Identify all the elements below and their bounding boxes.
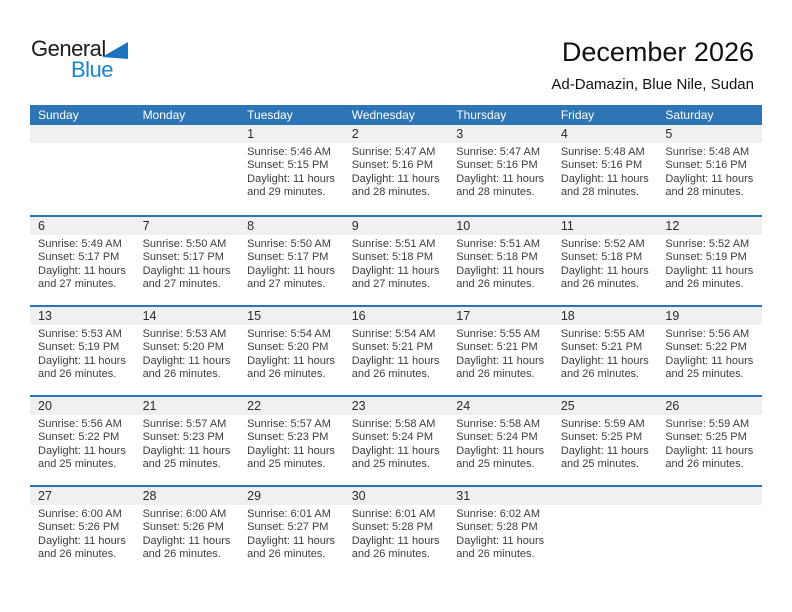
sunrise-text: Sunrise: 6:01 AM	[351, 508, 436, 520]
daylight-line1: Daylight: 11 hours	[351, 172, 440, 185]
daylight-line2: and 26 minutes.	[560, 368, 640, 381]
sunrise-text: Sunrise: 6:01 AM	[247, 508, 331, 520]
day-cell	[448, 397, 553, 485]
sunrise-text: Sunrise: 5:50 AM	[142, 238, 227, 250]
sunrise-text: Sunrise: 5:55 AM	[456, 328, 541, 340]
daylight-line1: Daylight: 11 hours	[560, 354, 649, 367]
day-number: 19	[657, 307, 762, 325]
day-details	[448, 143, 553, 200]
daylight-line1: Daylight: 11 hours	[456, 172, 545, 185]
sunrise-text: Sunrise: 5:55 AM	[560, 328, 645, 340]
day-cell	[344, 397, 449, 485]
day-details	[657, 415, 762, 472]
sunset-text: Sunset: 5:18 PM	[560, 251, 643, 264]
day-details	[135, 415, 240, 472]
page-title: December 2026	[561, 37, 754, 67]
day-details	[239, 325, 344, 382]
day-number: 16	[344, 307, 449, 325]
sunset-text: Sunset: 5:21 PM	[560, 341, 643, 354]
sunrise-text: Sunrise: 5:48 AM	[560, 146, 645, 158]
sunrise-text: Sunrise: 5:53 AM	[142, 328, 227, 340]
daylight-line1: Daylight: 11 hours	[665, 354, 754, 367]
sunset-text: Sunset: 5:17 PM	[142, 251, 224, 264]
day-details	[553, 235, 658, 292]
daylight-line1: Daylight: 11 hours	[560, 444, 649, 457]
daylight-line1: Daylight: 11 hours	[456, 444, 545, 457]
day-number: 26	[657, 397, 762, 415]
day-cell	[448, 125, 553, 215]
day-cell	[657, 397, 762, 485]
day-number: 17	[448, 307, 553, 325]
day-cell	[553, 307, 658, 395]
sunrise-text: Sunrise: 5:49 AM	[38, 238, 122, 250]
daylight-line1: Daylight: 11 hours	[38, 264, 126, 277]
daylight-line2: and 27 minutes.	[142, 278, 221, 291]
day-cell	[30, 487, 135, 575]
day-details	[239, 415, 344, 472]
day-details	[30, 325, 135, 382]
daylight-line2: and 26 minutes.	[456, 548, 535, 561]
daylight-line1: Daylight: 11 hours	[665, 172, 754, 185]
sunset-text: Sunset: 5:16 PM	[665, 159, 747, 172]
week-row	[30, 125, 762, 215]
daylight-line2: and 25 minutes.	[456, 458, 535, 471]
daylight-line2: and 28 minutes.	[665, 186, 744, 199]
sunset-text: Sunset: 5:17 PM	[247, 251, 329, 264]
sunrise-text: Sunrise: 5:51 AM	[351, 238, 436, 250]
day-cell	[239, 125, 344, 215]
weeks-container	[30, 125, 762, 575]
title-block	[551, 36, 754, 93]
day-number: 12	[657, 217, 762, 235]
sunrise-text: Sunrise: 5:58 AM	[456, 418, 541, 430]
daylight-line2: and 26 minutes.	[665, 458, 744, 471]
daylight-line1: Daylight: 11 hours	[560, 264, 649, 277]
day-number: 14	[135, 307, 240, 325]
day-number: 21	[135, 397, 240, 415]
sunset-text: Sunset: 5:17 PM	[38, 251, 120, 264]
sunset-text: Sunset: 5:18 PM	[351, 251, 434, 264]
day-cell	[344, 217, 449, 305]
day-cell	[135, 397, 240, 485]
day-number: 25	[553, 397, 658, 415]
day-details	[30, 143, 135, 146]
daylight-line1: Daylight: 11 hours	[38, 444, 126, 457]
weekday-header-cell: Friday	[560, 108, 595, 122]
day-cell	[135, 217, 240, 305]
day-number: 28	[135, 487, 240, 505]
day-cell	[344, 487, 449, 575]
daylight-line2: and 25 minutes.	[247, 458, 326, 471]
daylight-line2: and 26 minutes.	[142, 548, 221, 561]
day-details	[135, 235, 240, 292]
daylight-line2: and 28 minutes.	[351, 186, 430, 199]
daylight-line1: Daylight: 11 hours	[142, 264, 231, 277]
day-details	[30, 235, 135, 292]
day-details	[135, 143, 240, 146]
day-number: 1	[239, 125, 344, 143]
day-number: 2	[344, 125, 449, 143]
day-cell	[344, 125, 449, 215]
daylight-line1: Daylight: 11 hours	[142, 534, 231, 547]
daylight-line2: and 27 minutes.	[38, 278, 117, 291]
logo-text-blue: Blue	[71, 57, 114, 82]
daylight-line2: and 25 minutes.	[142, 458, 221, 471]
sunrise-text: Sunrise: 5:48 AM	[665, 146, 750, 158]
day-number: 6	[30, 217, 135, 235]
sunset-text: Sunset: 5:25 PM	[560, 431, 643, 444]
day-cell	[135, 307, 240, 395]
daylight-line1: Daylight: 11 hours	[351, 534, 440, 547]
day-number: 20	[30, 397, 135, 415]
daylight-line2: and 25 minutes.	[665, 368, 744, 381]
daylight-line1: Daylight: 11 hours	[247, 172, 335, 185]
general-blue-logo	[31, 38, 161, 84]
day-number: 24	[448, 397, 553, 415]
sunset-text: Sunset: 5:26 PM	[142, 521, 224, 534]
sunset-text: Sunset: 5:25 PM	[665, 431, 747, 444]
sunrise-text: Sunrise: 5:46 AM	[247, 146, 331, 158]
daylight-line1: Daylight: 11 hours	[456, 354, 545, 367]
day-number: 31	[448, 487, 553, 505]
day-cell	[553, 487, 658, 575]
day-number: 18	[553, 307, 658, 325]
day-details	[448, 505, 553, 562]
sunset-text: Sunset: 5:22 PM	[665, 341, 747, 354]
sunset-text: Sunset: 5:24 PM	[456, 431, 538, 444]
daylight-line1: Daylight: 11 hours	[38, 354, 126, 367]
daylight-line2: and 25 minutes.	[38, 458, 117, 471]
daylight-line2: and 26 minutes.	[351, 548, 430, 561]
daylight-line2: and 28 minutes.	[456, 186, 535, 199]
day-cell	[553, 125, 658, 215]
sunrise-text: Sunrise: 6:00 AM	[142, 508, 227, 520]
sunrise-text: Sunrise: 5:56 AM	[38, 418, 122, 430]
day-cell	[657, 217, 762, 305]
day-number: 30	[344, 487, 449, 505]
weekday-header-cell: Monday	[142, 108, 186, 122]
day-number: 5	[657, 125, 762, 143]
sunrise-text: Sunrise: 5:54 AM	[351, 328, 436, 340]
sunset-text: Sunset: 5:15 PM	[247, 159, 329, 172]
week-row	[30, 215, 762, 305]
day-cell	[553, 217, 658, 305]
sunrise-text: Sunrise: 5:47 AM	[456, 146, 541, 158]
daylight-line2: and 26 minutes.	[247, 368, 326, 381]
sunset-text: Sunset: 5:27 PM	[247, 521, 329, 534]
sunrise-text: Sunrise: 5:58 AM	[351, 418, 436, 430]
day-number	[30, 125, 135, 143]
sunset-text: Sunset: 5:21 PM	[351, 341, 434, 354]
sunrise-text: Sunrise: 5:59 AM	[560, 418, 645, 430]
sunrise-text: Sunrise: 5:52 AM	[560, 238, 645, 250]
day-details	[553, 505, 658, 508]
daylight-line1: Daylight: 11 hours	[247, 444, 335, 457]
day-details	[239, 235, 344, 292]
day-details	[553, 143, 658, 200]
sunrise-text: Sunrise: 6:02 AM	[456, 508, 541, 520]
day-cell	[239, 217, 344, 305]
day-number: 3	[448, 125, 553, 143]
week-row	[30, 485, 762, 575]
day-number: 11	[553, 217, 658, 235]
sunset-text: Sunset: 5:21 PM	[456, 341, 538, 354]
day-cell	[239, 307, 344, 395]
daylight-line1: Daylight: 11 hours	[247, 534, 335, 547]
daylight-line2: and 26 minutes.	[38, 548, 117, 561]
daylight-line1: Daylight: 11 hours	[142, 444, 231, 457]
daylight-line2: and 26 minutes.	[456, 368, 535, 381]
day-cell	[135, 487, 240, 575]
day-cell	[657, 307, 762, 395]
day-cell	[448, 487, 553, 575]
day-number	[135, 125, 240, 143]
day-number	[553, 487, 658, 505]
day-cell	[239, 397, 344, 485]
daylight-line1: Daylight: 11 hours	[247, 264, 335, 277]
day-number: 9	[344, 217, 449, 235]
sunrise-text: Sunrise: 5:54 AM	[247, 328, 331, 340]
day-number: 4	[553, 125, 658, 143]
day-details	[135, 505, 240, 562]
day-number: 10	[448, 217, 553, 235]
calendar-grid	[30, 105, 762, 575]
sunset-text: Sunset: 5:16 PM	[351, 159, 434, 172]
sunset-text: Sunset: 5:19 PM	[38, 341, 120, 354]
sunset-text: Sunset: 5:16 PM	[456, 159, 538, 172]
daylight-line1: Daylight: 11 hours	[247, 354, 335, 367]
sunrise-text: Sunrise: 5:57 AM	[142, 418, 227, 430]
sunrise-text: Sunrise: 6:00 AM	[38, 508, 122, 520]
daylight-line2: and 27 minutes.	[351, 278, 430, 291]
day-details	[553, 415, 658, 472]
day-cell	[30, 217, 135, 305]
day-details	[448, 325, 553, 382]
sunset-text: Sunset: 5:24 PM	[351, 431, 434, 444]
day-cell	[448, 307, 553, 395]
daylight-line2: and 29 minutes.	[247, 186, 326, 199]
weekday-header-row	[30, 105, 762, 125]
day-cell	[30, 397, 135, 485]
daylight-line1: Daylight: 11 hours	[456, 534, 545, 547]
daylight-line1: Daylight: 11 hours	[351, 354, 440, 367]
sunset-text: Sunset: 5:22 PM	[38, 431, 120, 444]
day-details	[239, 505, 344, 562]
daylight-line2: and 25 minutes.	[351, 458, 430, 471]
day-details	[344, 235, 449, 292]
sunset-text: Sunset: 5:20 PM	[142, 341, 224, 354]
day-details	[657, 235, 762, 292]
daylight-line2: and 26 minutes.	[247, 548, 326, 561]
sunrise-text: Sunrise: 5:56 AM	[665, 328, 750, 340]
day-details	[344, 415, 449, 472]
day-number: 29	[239, 487, 344, 505]
logo-text-general: General	[31, 36, 106, 61]
day-cell	[30, 307, 135, 395]
sunrise-text: Sunrise: 5:50 AM	[247, 238, 331, 250]
daylight-line2: and 26 minutes.	[142, 368, 221, 381]
sunset-text: Sunset: 5:20 PM	[247, 341, 329, 354]
day-cell	[448, 217, 553, 305]
daylight-line1: Daylight: 11 hours	[560, 172, 649, 185]
page-subtitle: Ad-Damazin, Blue Nile, Sudan	[551, 76, 754, 93]
sunrise-text: Sunrise: 5:47 AM	[351, 146, 436, 158]
weekday-header-cell: Saturday	[665, 108, 714, 122]
sunrise-text: Sunrise: 5:52 AM	[665, 238, 750, 250]
daylight-line1: Daylight: 11 hours	[665, 264, 754, 277]
day-number	[657, 487, 762, 505]
day-details	[344, 143, 449, 200]
sunrise-text: Sunrise: 5:57 AM	[247, 418, 331, 430]
day-details	[448, 415, 553, 472]
daylight-line2: and 28 minutes.	[560, 186, 640, 199]
sunset-text: Sunset: 5:23 PM	[142, 431, 224, 444]
day-details	[657, 143, 762, 200]
weekday-header-cell: Thursday	[456, 108, 507, 122]
sunset-text: Sunset: 5:28 PM	[351, 521, 434, 534]
daylight-line2: and 26 minutes.	[38, 368, 117, 381]
daylight-line2: and 27 minutes.	[247, 278, 326, 291]
daylight-line1: Daylight: 11 hours	[456, 264, 545, 277]
day-details	[30, 505, 135, 562]
day-cell	[553, 397, 658, 485]
sunset-text: Sunset: 5:26 PM	[38, 521, 120, 534]
day-details	[239, 143, 344, 200]
day-details	[344, 505, 449, 562]
day-cell	[239, 487, 344, 575]
day-number: 27	[30, 487, 135, 505]
day-details	[135, 325, 240, 382]
day-number: 15	[239, 307, 344, 325]
day-cell	[30, 125, 135, 215]
day-cell	[135, 125, 240, 215]
weekday-header-cell: Wednesday	[351, 108, 415, 122]
weekday-header-cell: Tuesday	[247, 108, 293, 122]
sunset-text: Sunset: 5:19 PM	[665, 251, 747, 264]
day-details	[30, 415, 135, 472]
day-number: 23	[344, 397, 449, 415]
day-cell	[657, 125, 762, 215]
sunset-text: Sunset: 5:16 PM	[560, 159, 643, 172]
weekday-header-cell: Sunday	[38, 108, 79, 122]
day-details	[553, 325, 658, 382]
day-details	[657, 505, 762, 508]
day-details	[344, 325, 449, 382]
daylight-line2: and 26 minutes.	[351, 368, 430, 381]
daylight-line2: and 26 minutes.	[560, 278, 640, 291]
daylight-line1: Daylight: 11 hours	[351, 444, 440, 457]
sunrise-text: Sunrise: 5:59 AM	[665, 418, 750, 430]
sunrise-text: Sunrise: 5:51 AM	[456, 238, 541, 250]
sunset-text: Sunset: 5:18 PM	[456, 251, 538, 264]
daylight-line2: and 25 minutes.	[560, 458, 640, 471]
day-number: 22	[239, 397, 344, 415]
day-details	[448, 235, 553, 292]
daylight-line2: and 26 minutes.	[665, 278, 744, 291]
sunrise-text: Sunrise: 5:53 AM	[38, 328, 122, 340]
day-cell	[657, 487, 762, 575]
week-row	[30, 395, 762, 485]
week-row	[30, 305, 762, 395]
daylight-line2: and 26 minutes.	[456, 278, 535, 291]
day-number: 13	[30, 307, 135, 325]
daylight-line1: Daylight: 11 hours	[38, 534, 126, 547]
day-number: 7	[135, 217, 240, 235]
daylight-line1: Daylight: 11 hours	[142, 354, 231, 367]
day-cell	[344, 307, 449, 395]
sunset-text: Sunset: 5:28 PM	[456, 521, 538, 534]
daylight-line1: Daylight: 11 hours	[351, 264, 440, 277]
day-details	[657, 325, 762, 382]
daylight-line1: Daylight: 11 hours	[665, 444, 754, 457]
sunset-text: Sunset: 5:23 PM	[247, 431, 329, 444]
day-number: 8	[239, 217, 344, 235]
